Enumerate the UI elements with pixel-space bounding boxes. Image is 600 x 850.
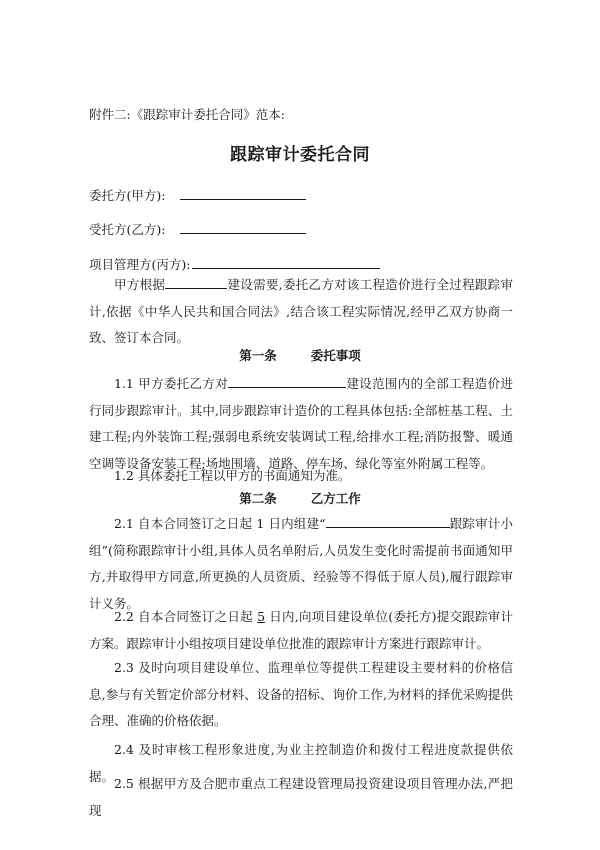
client-party-blank[interactable] xyxy=(180,185,306,200)
article-2-title: 乙方工作 xyxy=(310,491,361,506)
clause-1-2: 1.2 具体委托工程以甲方的书面通知为准。 xyxy=(114,468,351,483)
clause-2-2 xyxy=(89,604,513,657)
manager-party-blank[interactable] xyxy=(192,254,380,269)
clause-1-1-text-2: 建设范围内的全部工程造价进行同步跟踪审计。其中,同步跟踪审计造价的工程具体包括:全部桩基工程、土建工程;内外装饰工程;强弱电系统安装调试工程,给排水工程;消防报警、暖通空调等设备安装工程;场地围墙、道路、停车场、绿化等室外附属工程等。 xyxy=(89,376,513,471)
manager-party-label: 项目管理方(丙方): xyxy=(89,257,191,272)
scope-blank[interactable] xyxy=(228,373,346,388)
clause-2-5: 2.5 根据甲方及合肥市重点工程建设管理局投资建设项目管理办法,严把现 xyxy=(89,776,513,818)
clause-2-1 xyxy=(89,511,513,617)
clause-2-3: 2.3 及时向项目建设单位、监理单位等提供工程建设主要材料的价格信息,参与有关暂定价部分材料、设备的招标、询价工作,为材料的择优采购提供合理、准确的价格依据。 xyxy=(89,660,513,728)
client-party-line xyxy=(89,183,513,209)
clause-1-1-text-1: 1.1 甲方委托乙方对 xyxy=(114,376,229,391)
client-party-label: 委托方(甲方): xyxy=(89,188,166,203)
clause-2-2-days: 5 xyxy=(257,609,266,624)
document-title: 跟踪审计委托合同 xyxy=(230,145,370,165)
clause-2-2-text-1: 2.2 自本合同签订之日起 xyxy=(114,609,258,624)
article-2-number: 第二条 xyxy=(239,491,277,506)
project-name-blank[interactable] xyxy=(165,274,227,289)
article-1-heading xyxy=(0,346,600,366)
preamble-text-2: 建设需要,委托乙方对该工程造价进行全过程跟踪审计,依据《中华人民共和国合同法》,结合该工程实际情况,经甲乙双方协商一致、签订本合同。 xyxy=(89,277,513,345)
article-1-number: 第一条 xyxy=(239,348,277,363)
clause-2-1-text-1: 2.1 自本合同签订之日起 1 日内组建“ xyxy=(114,516,326,531)
preamble-paragraph xyxy=(89,272,513,352)
attachment-line: 附件二:《跟踪审计委托合同》范本: xyxy=(89,107,285,122)
clause-2-4: 2.4 及时审核工程形象进度,为业主控制造价和拨付工程进度款提供依据。 xyxy=(89,742,513,784)
contractor-party-line xyxy=(89,217,513,243)
article-1-title: 委托事项 xyxy=(310,348,361,363)
clause-1-1 xyxy=(89,371,513,477)
contractor-party-blank[interactable] xyxy=(180,219,306,234)
clause-2-2-text-2: 日内,向项目建设单位(委托方)提交跟踪审计方案。跟踪审计小组按项目建设单位批准的跟踪审计方案进行跟踪审计。 xyxy=(89,609,514,651)
contractor-party-label: 受托方(乙方): xyxy=(89,222,166,237)
article-2-heading xyxy=(0,489,600,509)
clause-2-1-text-2: 跟踪审计小组”(简称跟踪审计小组,具体人员名单附后,人员发生变化时需提前书面通知甲方,并取得甲方同意,所更换的人员资质、经验等不得低于原人员),履行跟踪审计义务。 xyxy=(89,516,513,611)
team-name-blank[interactable] xyxy=(326,513,450,528)
preamble-text-1: 甲方根据 xyxy=(114,277,166,292)
